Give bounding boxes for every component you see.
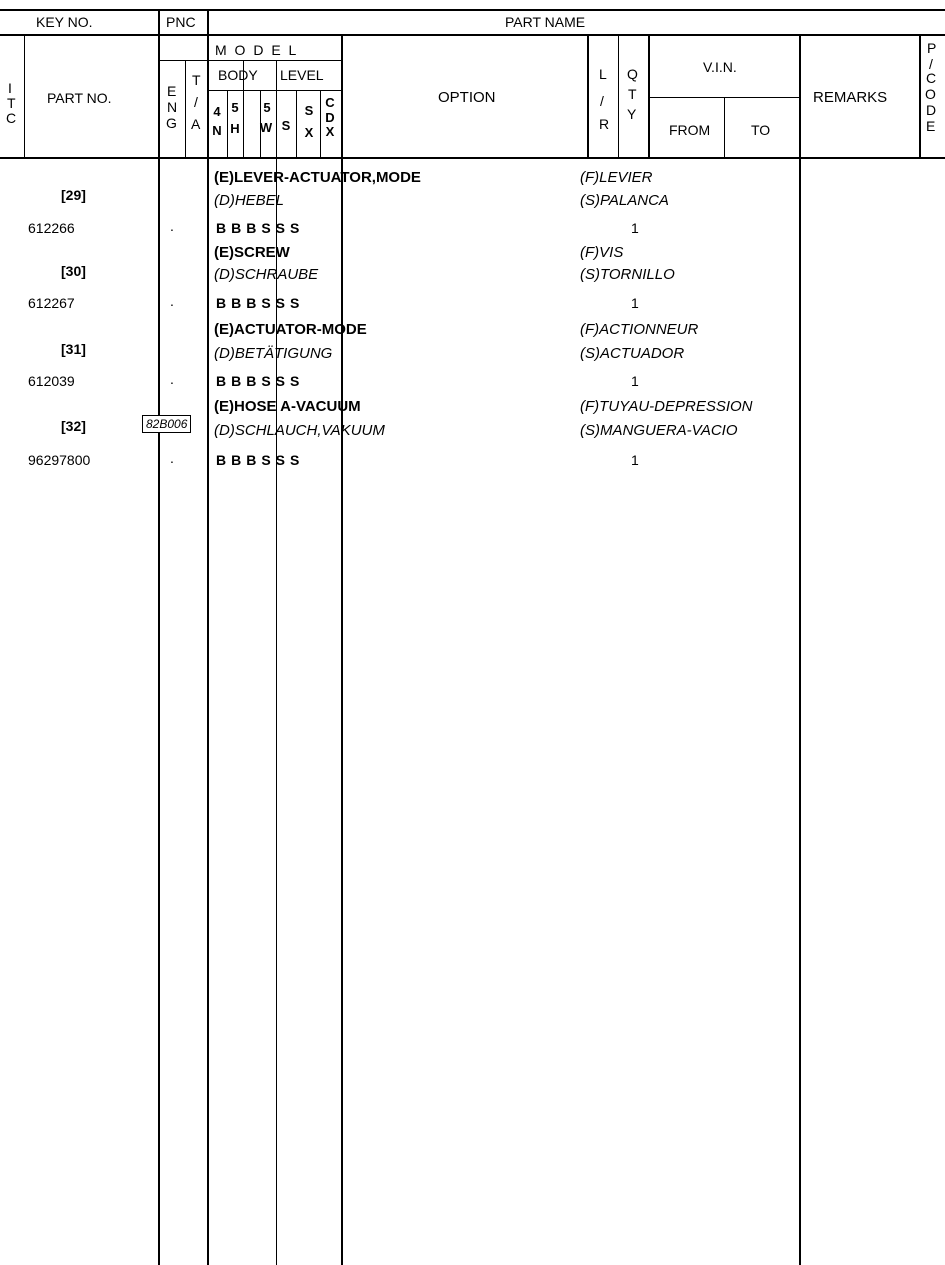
vin-from-header: FROM (669, 122, 711, 138)
part-name-spanish: (S)ACTUADOR (580, 345, 685, 362)
vin-header: V.I.N. (703, 59, 737, 75)
part-name-header: PART NAME (505, 14, 586, 30)
part-name-spanish: (S)MANGUERA-VACIO (580, 422, 738, 439)
part-name-french: (F)TUYAU-DEPRESSION (580, 398, 753, 415)
part-number: 612039 (28, 373, 75, 389)
model-header: M O D E L (215, 42, 299, 58)
key-number: [32] (61, 418, 86, 434)
model-codes: BBBSSS (216, 373, 305, 389)
part-name-french: (F)LEVIER (580, 169, 653, 186)
part-name-german: (D)SCHLAUCH,VAKUUM (214, 422, 385, 439)
body-header: BODY (218, 67, 258, 83)
model-codes: BBBSSS (216, 452, 305, 468)
eng-ta-marks: . . (170, 450, 224, 466)
quantity: 1 (631, 373, 639, 389)
part-name-english: (E)SCREW (214, 244, 290, 261)
model-codes: BBBSSS (216, 295, 305, 311)
level-header: LEVEL (280, 67, 324, 83)
part-name-english: (E)ACTUATOR-MODE (214, 321, 367, 338)
option-header: OPTION (438, 89, 496, 106)
quantity: 1 (631, 220, 639, 236)
key-number: [29] (61, 187, 86, 203)
part-name-english: (E)LEVER-ACTUATOR,MODE (214, 169, 421, 186)
eng-ta-marks: . . (170, 371, 224, 387)
pnc-header: PNC (166, 14, 196, 30)
part-name-german: (D)BETÄTIGUNG (214, 345, 333, 362)
eng-ta-marks: . . (170, 218, 224, 234)
part-number: 612266 (28, 220, 75, 236)
part-name-german: (D)HEBEL (214, 192, 285, 209)
remarks-header: REMARKS (813, 89, 888, 106)
vin-to-header: TO (751, 122, 771, 138)
key-no-header: KEY NO. (36, 14, 93, 30)
model-codes: BBBSSS (216, 220, 305, 236)
part-number: 96297800 (28, 452, 91, 468)
part-name-english: (E)HOSE A-VACUUM (214, 398, 361, 415)
quantity: 1 (631, 452, 639, 468)
pnc-code: 82B006 (142, 415, 191, 433)
part-no-header: PART NO. (47, 90, 112, 106)
part-number: 612267 (28, 295, 75, 311)
part-name-german: (D)SCHRAUBE (214, 266, 319, 283)
part-name-french: (F)VIS (580, 244, 624, 261)
quantity: 1 (631, 295, 639, 311)
eng-ta-marks: . . (170, 293, 224, 309)
key-number: [30] (61, 263, 86, 279)
part-name-spanish: (S)PALANCA (580, 192, 669, 209)
part-name-french: (F)ACTIONNEUR (580, 321, 699, 338)
key-number: [31] (61, 341, 86, 357)
part-name-spanish: (S)TORNILLO (580, 266, 675, 283)
